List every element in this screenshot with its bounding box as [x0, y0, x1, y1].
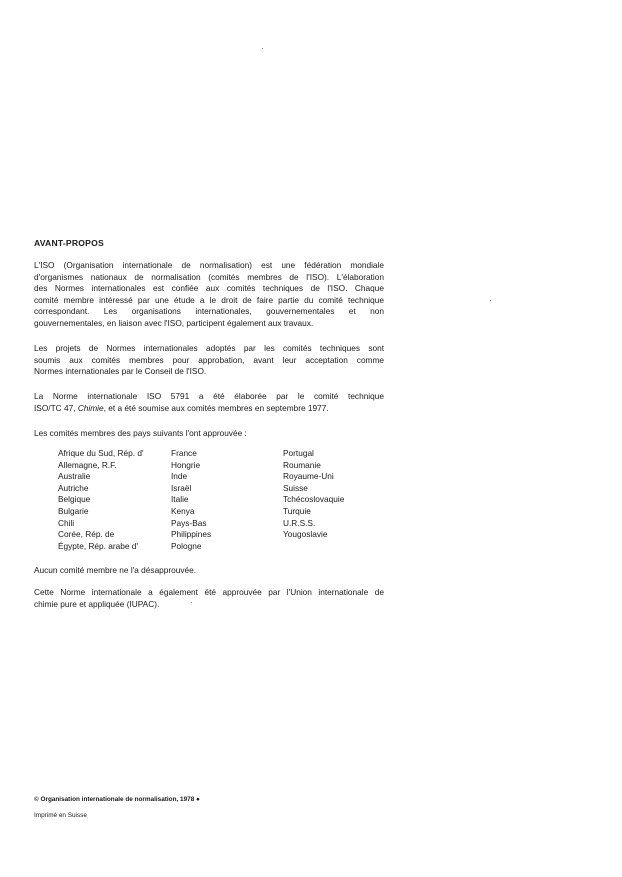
- paragraph-standard-origin: [34, 391, 384, 414]
- member-country: U.R.S.S.: [283, 517, 316, 528]
- member-country: Italie: [171, 494, 189, 505]
- paragraph-draft-approval: [34, 343, 384, 378]
- text-line: Aucun comité membre ne l'a désapprouvée.: [34, 565, 197, 575]
- member-country: Turquie: [283, 505, 311, 516]
- member-country: Chili: [58, 517, 75, 528]
- submission-text: , et a été soumise aux comités membres en septembre 1977.: [103, 402, 329, 413]
- member-country: Philippines: [171, 529, 212, 540]
- member-country: Belgique: [58, 494, 91, 505]
- paragraph-iupac-approval: [34, 587, 384, 610]
- committee-prefix: ISO/TC 47,: [34, 402, 78, 413]
- text-line: des Normes internationales est confiée aux comités techniques de l'ISO. Chaque: [34, 283, 384, 294]
- scan-speck: [490, 300, 491, 301]
- member-country: Australie: [58, 471, 91, 482]
- scan-speck: [262, 48, 263, 49]
- text-line: chimie pure et appliquée (IUPAC).: [34, 598, 160, 609]
- member-country: Bulgarie: [58, 505, 89, 516]
- text-line: soumis aux comités membres pour approbation, avant leur acceptation comme: [34, 354, 384, 365]
- member-country: Yougoslavie: [283, 529, 328, 540]
- member-country: Tchécoslovaquie: [283, 494, 345, 505]
- member-country: Portugal: [283, 448, 314, 458]
- committee-name: Chimie: [77, 402, 104, 413]
- member-country: Hongrie: [171, 459, 201, 470]
- foreword-heading: AVANT-PROPOS: [34, 238, 104, 248]
- member-country: Égypte, Rép. arabe d': [58, 540, 138, 551]
- member-country: Afrique du Sud, Rép. d': [58, 448, 144, 458]
- text-line: L'ISO (Organisation internationale de normalisation) est une fédération mondiale: [34, 260, 384, 270]
- text-line: d'organismes nationaux de normalisation (comités membres de l'ISO). L'élaboration: [34, 271, 384, 282]
- member-country: Israël: [171, 482, 192, 493]
- text-line: Les comités membres des pays suivants l'ont approuvée :: [34, 428, 247, 438]
- member-country: Inde: [171, 471, 188, 482]
- member-country: Corée, Rép. de: [58, 529, 115, 540]
- member-country: France: [171, 448, 197, 458]
- text-line: correspondant. Les organisations internationales, gouvernementales et non: [34, 306, 384, 317]
- scan-speck: [191, 602, 192, 603]
- printed-in-notice: Imprimé en Suisse: [34, 812, 87, 819]
- text-line-committee: [34, 403, 384, 415]
- member-column-3: [283, 448, 344, 541]
- text-line: La Norme internationale ISO 5791 a été élaborée par le comité technique: [34, 391, 384, 401]
- member-country: Pologne: [171, 540, 202, 551]
- paragraph-approvers-intro: [34, 428, 384, 440]
- member-country: Suisse: [283, 482, 308, 493]
- text-line: gouvernementales, en liaison avec l'ISO, participent également aux travaux.: [34, 317, 314, 328]
- paragraph-iso-intro: [34, 260, 384, 330]
- copyright-notice: © Organisation internationale de normalisation, 1978 ●: [34, 796, 200, 803]
- member-country: Kenya: [171, 505, 195, 516]
- text-line: Les projets de Normes internationales adoptés par les comités techniques sont: [34, 343, 384, 353]
- text-line: comité membre intéressé par une étude a le droit de faire partie du comité technique: [34, 294, 384, 305]
- member-country: Roumanie: [283, 459, 321, 470]
- text-line: Normes internationales par le Conseil de l'ISO.: [34, 366, 207, 377]
- member-column-2: [171, 448, 211, 552]
- member-country: Autriche: [58, 482, 89, 493]
- member-country: Royaume-Uni: [283, 471, 334, 482]
- paragraph-no-disapproval: [34, 565, 384, 577]
- member-country: Allemagne, R.F.: [58, 459, 117, 470]
- text-line: Cette Norme internationale a également été approuvée par l'Union internationale de: [34, 587, 384, 597]
- member-column-1: [58, 448, 144, 552]
- member-country: Pays-Bas: [171, 517, 207, 528]
